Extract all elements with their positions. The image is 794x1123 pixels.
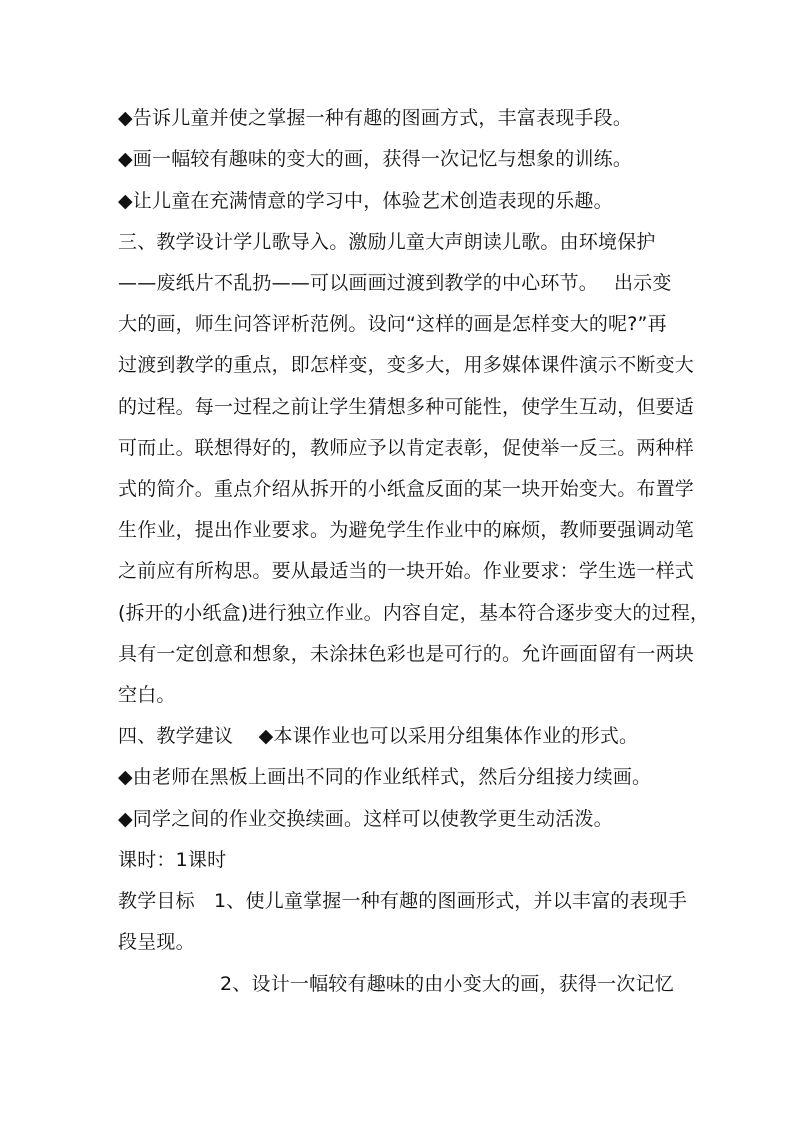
- paragraph-line: 之前应有所构思。要从最适当的一块开始。作业要求：学生选一样式: [118, 560, 695, 582]
- paragraph-line: (拆开的小纸盒)进行独立作业。内容自定，基本符合逐步变大的过程，: [118, 602, 710, 624]
- paragraph-line: ◆画一幅较有趣味的变大的画，获得一次记忆与想象的训练。: [118, 148, 633, 170]
- goal-item-line: 2、设计一幅较有趣味的由小变大的画，获得一次记忆: [220, 973, 674, 995]
- teaching-goal-line: 教学目标 1、使儿童掌握一种有趣的图画形式，并以丰富的表现手: [118, 890, 688, 912]
- lesson-hours-line: 课时：1课时: [118, 849, 227, 871]
- section-heading-line: 三、教学设计学儿歌导入。激励儿童大声朗读儿歌。由环境保护: [118, 231, 656, 253]
- paragraph-line: ◆让儿童在充满情意的学习中，体验艺术创造表现的乐趣。: [118, 190, 613, 212]
- paragraph-line: ◆同学之间的作业交换续画。这样可以使教学更生动活泼。: [118, 808, 613, 830]
- paragraph-line: ◆告诉儿童并使之掌握一种有趣的图画方式，丰富表现手段。: [118, 107, 633, 129]
- paragraph-line: ◆由老师在黑板上画出不同的作业纸样式，然后分组接力续画。: [118, 766, 652, 788]
- paragraph-line: 大的画，师生问答评析范例。设问“这样的画是怎样变大的呢?”再: [118, 313, 667, 335]
- paragraph-line: ——废纸片不乱扔——可以画画过渡到教学的中心环节。 出示变: [118, 272, 672, 294]
- paragraph-line: 空白。: [118, 684, 176, 706]
- paragraph-line: 段呈现。: [118, 931, 195, 953]
- paragraph-line: 的过程。每一过程之前让学生猜想多种可能性，使学生互动，但要适: [118, 396, 695, 418]
- paragraph-line: 可而止。联想得好的，教师应予以肯定表彰，促使举一反三。两种样: [118, 437, 695, 459]
- paragraph-line: 过渡到教学的重点，即怎样变，变多大，用多媒体课件演示不断变大: [118, 354, 695, 376]
- section-heading-line: 四、教学建议 ◆本课作业也可以采用分组集体作业的形式。: [118, 725, 639, 747]
- paragraph-line: 生作业，提出作业要求。为避免学生作业中的麻烦，教师要强调动笔: [118, 519, 695, 541]
- paragraph-line: 式的简介。重点介绍从拆开的小纸盒反面的某一块开始变大。布置学: [118, 478, 695, 500]
- paragraph-line: 具有一定创意和想象，未涂抹色彩也是可行的。允许画面留有一两块: [118, 643, 695, 665]
